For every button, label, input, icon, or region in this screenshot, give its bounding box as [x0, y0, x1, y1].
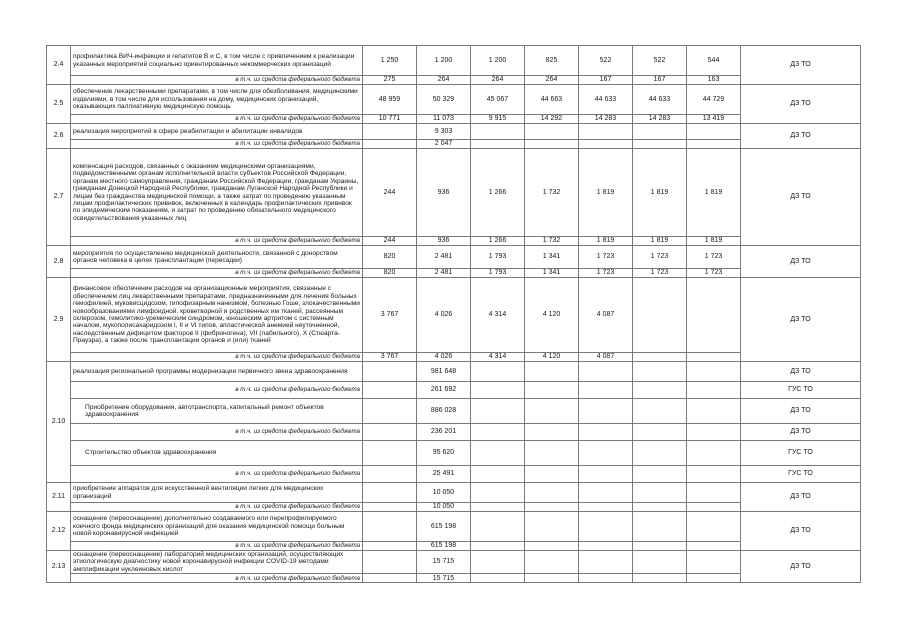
value-cell — [363, 483, 417, 503]
value-cell: 244 — [363, 149, 417, 237]
federal-value-cell — [471, 503, 525, 512]
value-cell — [525, 362, 579, 382]
federal-row — [47, 542, 861, 551]
table-row — [47, 483, 861, 503]
federal-value-cell — [363, 140, 417, 149]
table-row — [47, 551, 861, 574]
federal-value-cell: 14 283 — [579, 115, 633, 124]
table-body — [47, 46, 861, 583]
executor-cell: ДЗ ТО — [741, 424, 861, 441]
federal-row — [47, 574, 861, 583]
value-cell — [579, 441, 633, 466]
value-cell — [579, 551, 633, 574]
table-row — [47, 512, 861, 542]
value-cell: 15 715 — [417, 551, 471, 574]
value-cell: 261 692 — [417, 382, 471, 399]
value-cell: 44 729 — [687, 85, 741, 115]
value-cell: 825 — [525, 46, 579, 76]
federal-row — [47, 140, 861, 149]
row-index: 2.13 — [47, 551, 71, 583]
executor-cell: ДЗ ТО — [741, 46, 861, 85]
table-row — [47, 149, 861, 237]
value-cell — [633, 483, 687, 503]
executor-cell: ДЗ ТО — [741, 512, 861, 551]
federal-value-cell — [633, 542, 687, 551]
value-cell: 1 723 — [687, 246, 741, 269]
federal-value-cell — [363, 574, 417, 583]
federal-value-cell: 14 292 — [525, 115, 579, 124]
value-cell — [525, 466, 579, 483]
value-cell: 4 314 — [471, 278, 525, 353]
value-cell — [363, 424, 417, 441]
row-description: Строительство объектов здравоохранения — [71, 441, 363, 466]
row-description: в т.ч. из средств федерального бюджета — [71, 424, 363, 441]
federal-value-cell — [525, 503, 579, 512]
federal-value-cell — [471, 542, 525, 551]
value-cell — [633, 399, 687, 424]
federal-value-cell: 10 771 — [363, 115, 417, 124]
federal-value-cell: 9 915 — [471, 115, 525, 124]
value-cell — [687, 382, 741, 399]
value-cell — [471, 424, 525, 441]
value-cell: 2 481 — [417, 246, 471, 269]
federal-value-cell — [579, 542, 633, 551]
executor-cell: ГУС ТО — [741, 466, 861, 483]
executor-cell: ДЗ ТО — [741, 483, 861, 512]
row-description: реализация региональной программы модернизации первичного звена здравоохранения — [71, 362, 363, 382]
value-cell — [471, 512, 525, 542]
value-cell — [579, 382, 633, 399]
federal-value-cell: 264 — [471, 76, 525, 85]
value-cell: 1 819 — [579, 149, 633, 237]
row-description: приобретение аппаратов для искусственной вентиляции легких для медицинских организаций — [71, 483, 363, 503]
value-cell: 44 633 — [579, 85, 633, 115]
row-description: Приобретение оборудования, автотранспорта, капитальный ремонт объектов здравоохранения — [71, 399, 363, 424]
row-index: 2.8 — [47, 246, 71, 278]
row-description: в т.ч. из средств федерального бюджета — [71, 466, 363, 483]
value-cell — [471, 483, 525, 503]
value-cell — [687, 441, 741, 466]
value-cell — [363, 399, 417, 424]
federal-row — [47, 353, 861, 362]
federal-value-cell: 163 — [687, 76, 741, 85]
value-cell: 95 620 — [417, 441, 471, 466]
value-cell — [579, 399, 633, 424]
executor-cell: ДЗ ТО — [741, 246, 861, 278]
federal-value-cell: 936 — [417, 237, 471, 246]
row-index: 2.10 — [47, 362, 71, 483]
table-row — [47, 424, 861, 441]
value-cell — [633, 551, 687, 574]
executor-cell: ДЗ ТО — [741, 149, 861, 246]
executor-cell: ДЗ ТО — [741, 399, 861, 424]
federal-value-cell — [471, 140, 525, 149]
federal-label: в т.ч. из средств федерального бюджета — [71, 353, 363, 362]
row-description: компенсация расходов, связанных с оказанием медицинскими организациями, подведомственными органам исполнительной власти субъектов Российской Федерации, органам местного самоуправления, гражданам Российской Федерации, гражданам Украины, гражданам Донецкой Народной Республики, гражданам Луганской Народной Республики и лицам без гражданства медицинской помощи, а также затрат по проведению указанным лицам профилактических прививок, включенных в календарь профилактических прививок по эпидемическим показаниям, и затрат по проведению обязательного медицинского освидетельствования указанных лиц — [71, 149, 363, 237]
value-cell — [687, 362, 741, 382]
value-cell — [633, 278, 687, 353]
table-row — [47, 246, 861, 269]
federal-value-cell — [687, 542, 741, 551]
value-cell: 25 491 — [417, 466, 471, 483]
federal-value-cell: 264 — [417, 76, 471, 85]
value-cell — [363, 466, 417, 483]
value-cell — [471, 466, 525, 483]
executor-cell: ГУС ТО — [741, 441, 861, 466]
federal-value-cell: 615 198 — [417, 542, 471, 551]
federal-value-cell: 15 715 — [417, 574, 471, 583]
federal-value-cell — [525, 140, 579, 149]
value-cell — [579, 466, 633, 483]
federal-value-cell — [363, 503, 417, 512]
federal-value-cell — [633, 574, 687, 583]
federal-value-cell: 2 047 — [417, 140, 471, 149]
federal-value-cell: 820 — [363, 269, 417, 278]
federal-value-cell: 1 723 — [579, 269, 633, 278]
value-cell — [633, 512, 687, 542]
federal-value-cell — [525, 542, 579, 551]
federal-value-cell — [687, 140, 741, 149]
executor-cell: ДЗ ТО — [741, 551, 861, 583]
federal-value-cell: 4 087 — [579, 353, 633, 362]
value-cell — [363, 124, 417, 140]
value-cell: 4 087 — [579, 278, 633, 353]
value-cell: 1 200 — [471, 46, 525, 76]
value-cell — [687, 278, 741, 353]
table-row — [47, 46, 861, 76]
value-cell: 1 266 — [471, 149, 525, 237]
value-cell — [579, 483, 633, 503]
table-row — [47, 441, 861, 466]
federal-row — [47, 503, 861, 512]
value-cell — [471, 551, 525, 574]
value-cell: 3 767 — [363, 278, 417, 353]
value-cell: 1 250 — [363, 46, 417, 76]
federal-label: в т.ч. из средств федерального бюджета — [71, 503, 363, 512]
federal-value-cell — [471, 574, 525, 583]
federal-value-cell: 1 793 — [471, 269, 525, 278]
row-index: 2.7 — [47, 149, 71, 246]
value-cell — [363, 551, 417, 574]
federal-row — [47, 76, 861, 85]
value-cell: 44 663 — [525, 85, 579, 115]
value-cell — [525, 441, 579, 466]
value-cell — [633, 466, 687, 483]
value-cell: 1 819 — [687, 149, 741, 237]
table-row — [47, 278, 861, 353]
value-cell — [579, 424, 633, 441]
value-cell: 820 — [363, 246, 417, 269]
federal-value-cell: 167 — [579, 76, 633, 85]
federal-value-cell: 4 120 — [525, 353, 579, 362]
budget-table-sheet — [46, 45, 860, 583]
executor-cell: ДЗ ТО — [741, 85, 861, 124]
federal-value-cell: 2 481 — [417, 269, 471, 278]
value-cell — [579, 362, 633, 382]
federal-row — [47, 115, 861, 124]
federal-value-cell: 1 819 — [687, 237, 741, 246]
federal-value-cell — [579, 574, 633, 583]
value-cell: 1 341 — [525, 246, 579, 269]
federal-label: в т.ч. из средств федерального бюджета — [71, 140, 363, 149]
federal-value-cell: 1 723 — [633, 269, 687, 278]
value-cell — [525, 424, 579, 441]
value-cell — [579, 124, 633, 140]
federal-value-cell — [525, 574, 579, 583]
value-cell — [687, 124, 741, 140]
row-description: мероприятия по осуществлению медицинской деятельности, связанной с донорством органов человека в целях трансплантации (пересадки) — [71, 246, 363, 269]
row-description: обеспечение лекарственными препаратами, в том числе для обезболивания, медицинскими изделиями, в том числе для использования на дому, медицинских организаций, оказывающих паллиативную медицинскую помощь — [71, 85, 363, 115]
row-index: 2.9 — [47, 278, 71, 362]
federal-value-cell: 14 283 — [633, 115, 687, 124]
value-cell: 1 723 — [579, 246, 633, 269]
federal-value-cell: 1 819 — [579, 237, 633, 246]
federal-value-cell: 167 — [633, 76, 687, 85]
value-cell: 1 200 — [417, 46, 471, 76]
value-cell — [525, 124, 579, 140]
value-cell: 10 050 — [417, 483, 471, 503]
federal-row — [47, 269, 861, 278]
table-row — [47, 466, 861, 483]
value-cell — [363, 512, 417, 542]
value-cell — [633, 124, 687, 140]
executor-cell: ДЗ ТО — [741, 362, 861, 382]
table-row — [47, 382, 861, 399]
federal-value-cell — [633, 140, 687, 149]
federal-value-cell — [633, 353, 687, 362]
federal-value-cell: 1 723 — [687, 269, 741, 278]
row-description: оснащение (переоснащение) дополнительно создаваемого или перепрофилируемого коечного фонда медицинских организаций для оказания медицинской помощи больным новой коронавирусной инфекцией — [71, 512, 363, 542]
federal-value-cell — [687, 503, 741, 512]
value-cell — [579, 512, 633, 542]
value-cell — [363, 441, 417, 466]
value-cell: 544 — [687, 46, 741, 76]
value-cell — [687, 483, 741, 503]
row-index: 2.5 — [47, 85, 71, 124]
federal-value-cell — [363, 542, 417, 551]
value-cell: 615 198 — [417, 512, 471, 542]
value-cell: 936 — [417, 149, 471, 237]
value-cell — [687, 424, 741, 441]
value-cell — [687, 551, 741, 574]
value-cell — [633, 382, 687, 399]
value-cell — [687, 399, 741, 424]
row-description: финансовое обеспечение расходов на организационные мероприятия, связанные с обеспечением лиц лекарственными препаратами, предназначенными для лечения больных гемофилией, муковисцидозом, гипофизарным нанизмом, болезнью Гоше, злокачественными новообразованиями лимфоидной, кроветворной и родственных им тканей, рассеянным склерозом, гемолитико-уремическим синдромом, юношеским артритом с системным началом, мукополисахаридозом I, II и VI типов, апластической анемией неуточненной, наследственным дефицитом факторов II (фибриногена), VII (лабильного), X (Стюарта-Прауэра), а также после трансплантации органов и (или) тканей — [71, 278, 363, 353]
federal-label: в т.ч. из средств федерального бюджета — [71, 115, 363, 124]
budget-table — [46, 45, 861, 583]
row-index: 2.4 — [47, 46, 71, 85]
value-cell: 1 723 — [633, 246, 687, 269]
value-cell — [471, 441, 525, 466]
value-cell: 1 819 — [633, 149, 687, 237]
federal-value-cell: 10 050 — [417, 503, 471, 512]
federal-value-cell: 4 026 — [417, 353, 471, 362]
federal-value-cell — [633, 503, 687, 512]
table-row — [47, 85, 861, 115]
federal-label: в т.ч. из средств федерального бюджета — [71, 269, 363, 278]
value-cell: 236 201 — [417, 424, 471, 441]
federal-row — [47, 237, 861, 246]
federal-value-cell: 4 314 — [471, 353, 525, 362]
federal-value-cell: 1 819 — [633, 237, 687, 246]
value-cell — [471, 382, 525, 399]
value-cell — [471, 399, 525, 424]
federal-value-cell: 3 767 — [363, 353, 417, 362]
row-index: 2.12 — [47, 512, 71, 551]
row-description: профилактика ВИЧ-инфекции и гепатитов В и С, в том числе с привлечением к реализации указанных мероприятий социально ориентированных некоммерческих организаций — [71, 46, 363, 76]
value-cell — [687, 512, 741, 542]
value-cell — [525, 483, 579, 503]
federal-value-cell — [687, 574, 741, 583]
federal-value-cell — [579, 503, 633, 512]
federal-value-cell: 13 419 — [687, 115, 741, 124]
value-cell: 44 633 — [633, 85, 687, 115]
federal-value-cell — [579, 140, 633, 149]
federal-label: в т.ч. из средств федерального бюджета — [71, 542, 363, 551]
executor-cell: ДЗ ТО — [741, 124, 861, 149]
table-row — [47, 399, 861, 424]
value-cell — [633, 362, 687, 382]
federal-label: в т.ч. из средств федерального бюджета — [71, 237, 363, 246]
value-cell — [525, 399, 579, 424]
federal-label: в т.ч. из средств федерального бюджета — [71, 574, 363, 583]
federal-value-cell: 1 266 — [471, 237, 525, 246]
value-cell: 522 — [633, 46, 687, 76]
value-cell — [525, 512, 579, 542]
value-cell: 886 028 — [417, 399, 471, 424]
value-cell — [633, 424, 687, 441]
value-cell — [363, 362, 417, 382]
value-cell: 981 648 — [417, 362, 471, 382]
row-description: оснащение (переоснащение) лабораторий медицинских организаций, осуществляющих этиологическую диагностику новой коронавирусной инфекции COVID-19 методами амплификации нуклеиновых кислот — [71, 551, 363, 574]
federal-value-cell: 264 — [525, 76, 579, 85]
row-index: 2.6 — [47, 124, 71, 149]
value-cell — [687, 466, 741, 483]
value-cell: 1 732 — [525, 149, 579, 237]
table-row — [47, 124, 861, 140]
value-cell — [525, 551, 579, 574]
value-cell — [525, 382, 579, 399]
value-cell: 1 793 — [471, 246, 525, 269]
federal-value-cell: 11 073 — [417, 115, 471, 124]
value-cell — [471, 362, 525, 382]
value-cell: 48 959 — [363, 85, 417, 115]
value-cell: 4 026 — [417, 278, 471, 353]
executor-cell: ДЗ ТО — [741, 278, 861, 362]
value-cell: 522 — [579, 46, 633, 76]
value-cell: 45 067 — [471, 85, 525, 115]
value-cell: 4 120 — [525, 278, 579, 353]
table-row — [47, 362, 861, 382]
row-description: реализация мероприятий в сфере реабилитации и абилитации инвалидов — [71, 124, 363, 140]
row-description: в т.ч. из средств федерального бюджета — [71, 382, 363, 399]
value-cell — [471, 124, 525, 140]
federal-value-cell — [687, 353, 741, 362]
executor-cell: ГУС ТО — [741, 382, 861, 399]
federal-value-cell: 1 341 — [525, 269, 579, 278]
row-index: 2.11 — [47, 483, 71, 512]
federal-value-cell: 244 — [363, 237, 417, 246]
federal-value-cell: 1 732 — [525, 237, 579, 246]
federal-label: в т.ч. из средств федерального бюджета — [71, 76, 363, 85]
value-cell — [633, 441, 687, 466]
federal-value-cell: 275 — [363, 76, 417, 85]
value-cell: 50 329 — [417, 85, 471, 115]
value-cell — [363, 382, 417, 399]
value-cell: 9 303 — [417, 124, 471, 140]
